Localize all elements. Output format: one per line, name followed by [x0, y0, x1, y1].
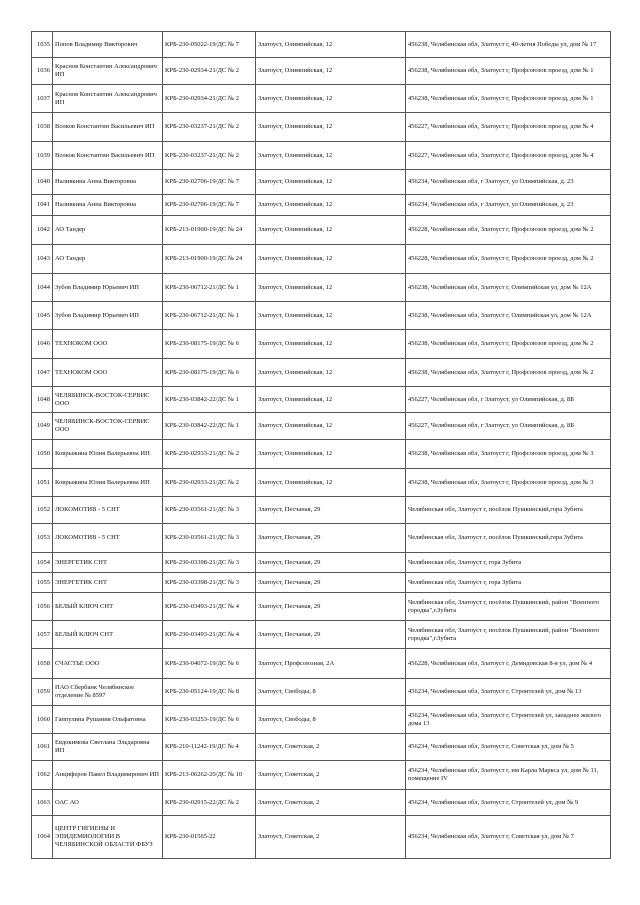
registration-code: КРБ-230-03842-22/ДС № 1	[163, 413, 256, 440]
organization-name: СЧАСТЬЕ ООО	[53, 649, 163, 679]
organization-address: 456228, Челябинская обл, Златоуст г, Профсоюзов проезд, дом № 2	[406, 245, 611, 274]
container-site-address: Златоуст, Олимпийская, 12	[256, 85, 406, 113]
organization-name: Гаппулина Рушания Ольфатовна	[53, 706, 163, 734]
row-number: 1061	[32, 734, 53, 761]
organization-name: Краснов Константин Александрович ИП	[53, 85, 163, 113]
row-number: 1047	[32, 359, 53, 387]
row-number: 1035	[32, 32, 53, 58]
registration-code: КРБ-230-06712-21/ДС № 1	[163, 274, 256, 302]
organization-name: Зубов Владимир Юрьевич ИП	[53, 274, 163, 302]
organization-name: ОАС АО	[53, 790, 163, 816]
container-site-address: Златоуст, Песчаная, 29	[256, 553, 406, 573]
row-number: 1048	[32, 387, 53, 413]
registration-code: КРБ-230-02915-22/ДС № 2	[163, 790, 256, 816]
organization-name: ЧЕЛЯБИНСК-ВОСТОК-СЕРВИС ООО	[53, 387, 163, 413]
organization-name: ЭНЕРГЕТИК СНТ	[53, 553, 163, 573]
table-row	[32, 497, 611, 524]
container-site-address: Златоуст, Профсоюзная, 2А	[256, 649, 406, 679]
registration-code: КРБ-230-01565-22	[163, 816, 256, 859]
table-row	[32, 359, 611, 387]
row-number: 1042	[32, 216, 53, 245]
organization-name: Коврыжина Юлия Валерьевна ИП	[53, 440, 163, 469]
container-site-address: Златоуст, Олимпийская, 12	[256, 413, 406, 440]
container-site-address: Златоуст, Олимпийская, 12	[256, 274, 406, 302]
organization-address: 456234, Челябинская обл, Златоуст г, Строителей ул, западнее жилого дома 13	[406, 706, 611, 734]
organization-address: 456238, Челябинская обл, Златоуст г, Профсоюзов проезд, дом № 1	[406, 58, 611, 85]
table-row	[32, 761, 611, 790]
registry-table-body	[32, 32, 611, 859]
container-site-address: Златоуст, Олимпийская, 12	[256, 32, 406, 58]
table-row	[32, 170, 611, 195]
container-site-address: Златоуст, Песчаная, 29	[256, 621, 406, 649]
registration-code: КРБ-230-03561-21/ДС № 3	[163, 497, 256, 524]
table-row	[32, 85, 611, 113]
table-row	[32, 302, 611, 330]
table-row	[32, 649, 611, 679]
organization-address: 456234, Челябинская обл, Златоуст г, Строителей ул, дом № 9	[406, 790, 611, 816]
registration-code: КРБ-230-03237-21/ДС № 2	[163, 142, 256, 170]
organization-name: БЕЛЫЙ КЛЮЧ СНТ	[53, 621, 163, 649]
row-number: 1054	[32, 553, 53, 573]
row-number: 1057	[32, 621, 53, 649]
organization-address: 456238, Челябинская обл, Златоуст г, Профсоюзов проезд, дом № 3	[406, 469, 611, 497]
table-row	[32, 216, 611, 245]
organization-name: Анциферов Павел Владимирович ИП	[53, 761, 163, 790]
table-row	[32, 469, 611, 497]
table-row	[32, 32, 611, 58]
table-row	[32, 734, 611, 761]
registration-code: КРБ-213-06262-20/ДС № 10	[163, 761, 256, 790]
container-site-address: Златоуст, Олимпийская, 12	[256, 387, 406, 413]
registration-code: КРБ-230-03398-21/ДС № 3	[163, 573, 256, 593]
row-number: 1063	[32, 790, 53, 816]
row-number: 1039	[32, 142, 53, 170]
table-row	[32, 330, 611, 359]
registration-code: КРБ-230-02933-21/ДС № 2	[163, 469, 256, 497]
organization-name: ЛОКОМОТИВ - 5 СНТ	[53, 524, 163, 553]
organization-address: 456227, Челябинская обл, Златоуст г, Профсоюзов проезд, дом № 4	[406, 113, 611, 142]
organization-name: Зубов Владимир Юрьевич ИП	[53, 302, 163, 330]
container-site-address: Златоуст, Олимпийская, 12	[256, 113, 406, 142]
container-site-address: Златоуст, Олимпийская, 12	[256, 302, 406, 330]
organization-address: 456238, Челябинская обл, Златоуст г, Профсоюзов проезд, дом № 2	[406, 359, 611, 387]
organization-address: 456238, Челябинская обл, Златоуст г, Профсоюзов проезд, дом № 3	[406, 440, 611, 469]
organization-address: Челябинская обл, Златоуст г, гора Зубита	[406, 553, 611, 573]
container-site-address: Златоуст, Олимпийская, 12	[256, 216, 406, 245]
table-row	[32, 573, 611, 593]
container-site-address: Златоуст, Олимпийская, 12	[256, 469, 406, 497]
container-site-address: Златоуст, Песчаная, 29	[256, 573, 406, 593]
table-row	[32, 58, 611, 85]
registration-code: КРБ-213-01900-19/ДС № 24	[163, 245, 256, 274]
organization-address: Челябинская обл, Златоуст г, гора Зубита	[406, 573, 611, 593]
row-number: 1036	[32, 58, 53, 85]
row-number: 1046	[32, 330, 53, 359]
organization-name: Наливкина Анна Викторовна	[53, 170, 163, 195]
registration-code: КРБ-230-05022-19/ДС № 7	[163, 32, 256, 58]
row-number: 1064	[32, 816, 53, 859]
registration-code: КРБ-230-08175-19/ДС № 6	[163, 359, 256, 387]
container-site-address: Златоуст, Свободы, 8	[256, 706, 406, 734]
organization-address: 456234, Челябинская обл, Златоуст г, Советская ул, дом № 5	[406, 734, 611, 761]
row-number: 1045	[32, 302, 53, 330]
registration-code: КРБ-230-03493-21/ДС № 4	[163, 621, 256, 649]
registration-code: КРБ-230-02706-19/ДС № 7	[163, 170, 256, 195]
row-number: 1044	[32, 274, 53, 302]
row-number: 1062	[32, 761, 53, 790]
organization-name: ТЕХНОКОМ ООО	[53, 330, 163, 359]
row-number: 1049	[32, 413, 53, 440]
organization-address: 456228, Челябинская обл, Златоуст г, Профсоюзов проезд, дом № 2	[406, 216, 611, 245]
container-site-address: Златоуст, Олимпийская, 12	[256, 142, 406, 170]
organization-address: 456238, Челябинская обл, Златоуст г, Профсоюзов проезд, дом № 1	[406, 85, 611, 113]
table-row	[32, 553, 611, 573]
container-site-address: Златоуст, Песчаная, 29	[256, 497, 406, 524]
organization-address: Челябинская обл, Златоуст г, посёлок Пушкинский, район "Военного городка",г.Зубита	[406, 621, 611, 649]
container-site-address: Златоуст, Олимпийская, 12	[256, 170, 406, 195]
organization-name: Краснов Константин Александрович ИП	[53, 58, 163, 85]
organization-name: ПАО Сбербанк Челябинское отделение № 8597	[53, 679, 163, 706]
organization-address: 456238, Челябинская обл, Златоуст г, Профсоюзов проезд, дом № 2	[406, 330, 611, 359]
table-row	[32, 790, 611, 816]
table-row	[32, 524, 611, 553]
organization-address: 456238, Челябинская обл, Златоуст г, Олимпийская ул, дом № 12А	[406, 302, 611, 330]
table-row	[32, 113, 611, 142]
container-site-address: Златоуст, Олимпийская, 12	[256, 359, 406, 387]
organization-address: 456238, Челябинская обл, Златоуст г, 40-летия Победы ул, дом № 17	[406, 32, 611, 58]
organization-name: Волков Константин Васильевич ИП	[53, 113, 163, 142]
row-number: 1040	[32, 170, 53, 195]
registration-code: КРБ-230-08175-19/ДС № 6	[163, 330, 256, 359]
organization-address: Челябинская обл, Златоуст г, посёлок Пушкинский,гора Зубита	[406, 524, 611, 553]
row-number: 1041	[32, 195, 53, 216]
row-number: 1051	[32, 469, 53, 497]
organization-address: 456234, Челябинская обл, Златоуст г, Советская ул, дом № 7	[406, 816, 611, 859]
row-number: 1056	[32, 593, 53, 621]
registration-code: КРБ-230-03237-21/ДС № 2	[163, 113, 256, 142]
organization-address: 456234, Челябинская обл, Златоуст г, им Карла Маркса ул, дом № 11, помещение IV	[406, 761, 611, 790]
organization-address: 456227, Челябинская обл, г Златоуст, ул Олимпийская, д. 8Б	[406, 387, 611, 413]
organization-name: Наливкина Анна Викторовна	[53, 195, 163, 216]
container-site-address: Златоуст, Олимпийская, 12	[256, 58, 406, 85]
organization-address: Челябинская обл, Златоуст г, посёлок Пушкинский, район "Военного городка",г.Зубита	[406, 593, 611, 621]
container-site-address: Златоуст, Свободы, 8	[256, 679, 406, 706]
row-number: 1058	[32, 649, 53, 679]
organization-address: 456234, Челябинская обл, г Златоуст, ул Олимпийская, д. 23	[406, 195, 611, 216]
registry-table	[31, 31, 611, 859]
registration-code: КРБ-230-03561-21/ДС № 3	[163, 524, 256, 553]
registration-code: КРБ-230-05124-19/ДС № 8	[163, 679, 256, 706]
table-row	[32, 413, 611, 440]
organization-name: БЕЛЫЙ КЛЮЧ СНТ	[53, 593, 163, 621]
registration-code: КРБ-230-06712-21/ДС № 1	[163, 302, 256, 330]
table-row	[32, 274, 611, 302]
organization-name: ЭНЕРГЕТИК СНТ	[53, 573, 163, 593]
organization-name: ЦЕНТР ГИГИЕНЫ И ЭПИДЕМИОЛОГИИ В ЧЕЛЯБИНСКОЙ ОБЛАСТИ ФБУЗ	[53, 816, 163, 859]
table-row	[32, 142, 611, 170]
table-row	[32, 195, 611, 216]
container-site-address: Златоуст, Олимпийская, 12	[256, 195, 406, 216]
registration-code: КРБ-230-03253-19/ДС № 6	[163, 706, 256, 734]
registration-code: КРБ-230-03398-21/ДС № 3	[163, 553, 256, 573]
table-row	[32, 816, 611, 859]
row-number: 1053	[32, 524, 53, 553]
container-site-address: Златоуст, Олимпийская, 12	[256, 440, 406, 469]
registration-code: КРБ-230-03493-21/ДС № 4	[163, 593, 256, 621]
organization-address: 456228, Челябинская обл, Златоуст г, Демидовская 8-я ул, дом № 4	[406, 649, 611, 679]
organization-name: Волков Константин Васильевич ИП	[53, 142, 163, 170]
row-number: 1055	[32, 573, 53, 593]
registration-code: КРБ-230-03842-22/ДС № 1	[163, 387, 256, 413]
row-number: 1060	[32, 706, 53, 734]
row-number: 1052	[32, 497, 53, 524]
row-number: 1037	[32, 85, 53, 113]
organization-name: Попов Владимир Викторович	[53, 32, 163, 58]
row-number: 1038	[32, 113, 53, 142]
container-site-address: Златоуст, Олимпийская, 12	[256, 245, 406, 274]
table-row	[32, 440, 611, 469]
organization-name: Коврыжина Юлия Валерьевна ИП	[53, 469, 163, 497]
organization-address: 456227, Челябинская обл, г Златоуст, ул Олимпийская, д. 8Б	[406, 413, 611, 440]
container-site-address: Златоуст, Советская, 2	[256, 761, 406, 790]
organization-name: АО Тандер	[53, 245, 163, 274]
registration-code: КРБ-230-02934-21/ДС № 2	[163, 85, 256, 113]
table-row	[32, 593, 611, 621]
container-site-address: Златоуст, Песчаная, 29	[256, 524, 406, 553]
container-site-address: Златоуст, Советская, 2	[256, 816, 406, 859]
container-site-address: Златоуст, Олимпийская, 12	[256, 330, 406, 359]
registration-code: КРБ-230-02934-21/ДС № 2	[163, 58, 256, 85]
row-number: 1043	[32, 245, 53, 274]
registration-code: КРБ-230-02706-19/ДС № 7	[163, 195, 256, 216]
organization-name: АО Тандер	[53, 216, 163, 245]
organization-name: ТЕХНОКОМ ООО	[53, 359, 163, 387]
organization-address: Челябинская обл, Златоуст г, посёлок Пушкинский,гора Зубита	[406, 497, 611, 524]
organization-address: 456234, Челябинская обл, Златоуст г, Строителей ул, дом № 13	[406, 679, 611, 706]
organization-address: 456227, Челябинская обл, Златоуст г, Профсоюзов проезд, дом № 4	[406, 142, 611, 170]
registration-code: КРБ-230-02933-21/ДС № 2	[163, 440, 256, 469]
row-number: 1059	[32, 679, 53, 706]
registration-code: КРБ-213-01900-19/ДС № 24	[163, 216, 256, 245]
table-row	[32, 679, 611, 706]
table-row	[32, 621, 611, 649]
registration-code: КРБ-230-04072-19/ДС № 6	[163, 649, 256, 679]
table-row	[32, 706, 611, 734]
organization-address: 456238, Челябинская обл, Златоуст г, Олимпийская ул, дом № 12А	[406, 274, 611, 302]
organization-name: ЛОКОМОТИВ - 5 СНТ	[53, 497, 163, 524]
table-row	[32, 245, 611, 274]
organization-name: Евдокимова Светлана Эльдаровна ИП	[53, 734, 163, 761]
organization-address: 456234, Челябинская обл, г Златоуст, ул Олимпийская, д. 23	[406, 170, 611, 195]
row-number: 1050	[32, 440, 53, 469]
table-row	[32, 387, 611, 413]
organization-name: ЧЕЛЯБИНСК-ВОСТОК-СЕРВИС ООО	[53, 413, 163, 440]
registration-code: КРБ-210-11242-19/ДС № 4	[163, 734, 256, 761]
container-site-address: Златоуст, Песчаная, 29	[256, 593, 406, 621]
container-site-address: Златоуст, Советская, 2	[256, 790, 406, 816]
container-site-address: Златоуст, Советская, 2	[256, 734, 406, 761]
